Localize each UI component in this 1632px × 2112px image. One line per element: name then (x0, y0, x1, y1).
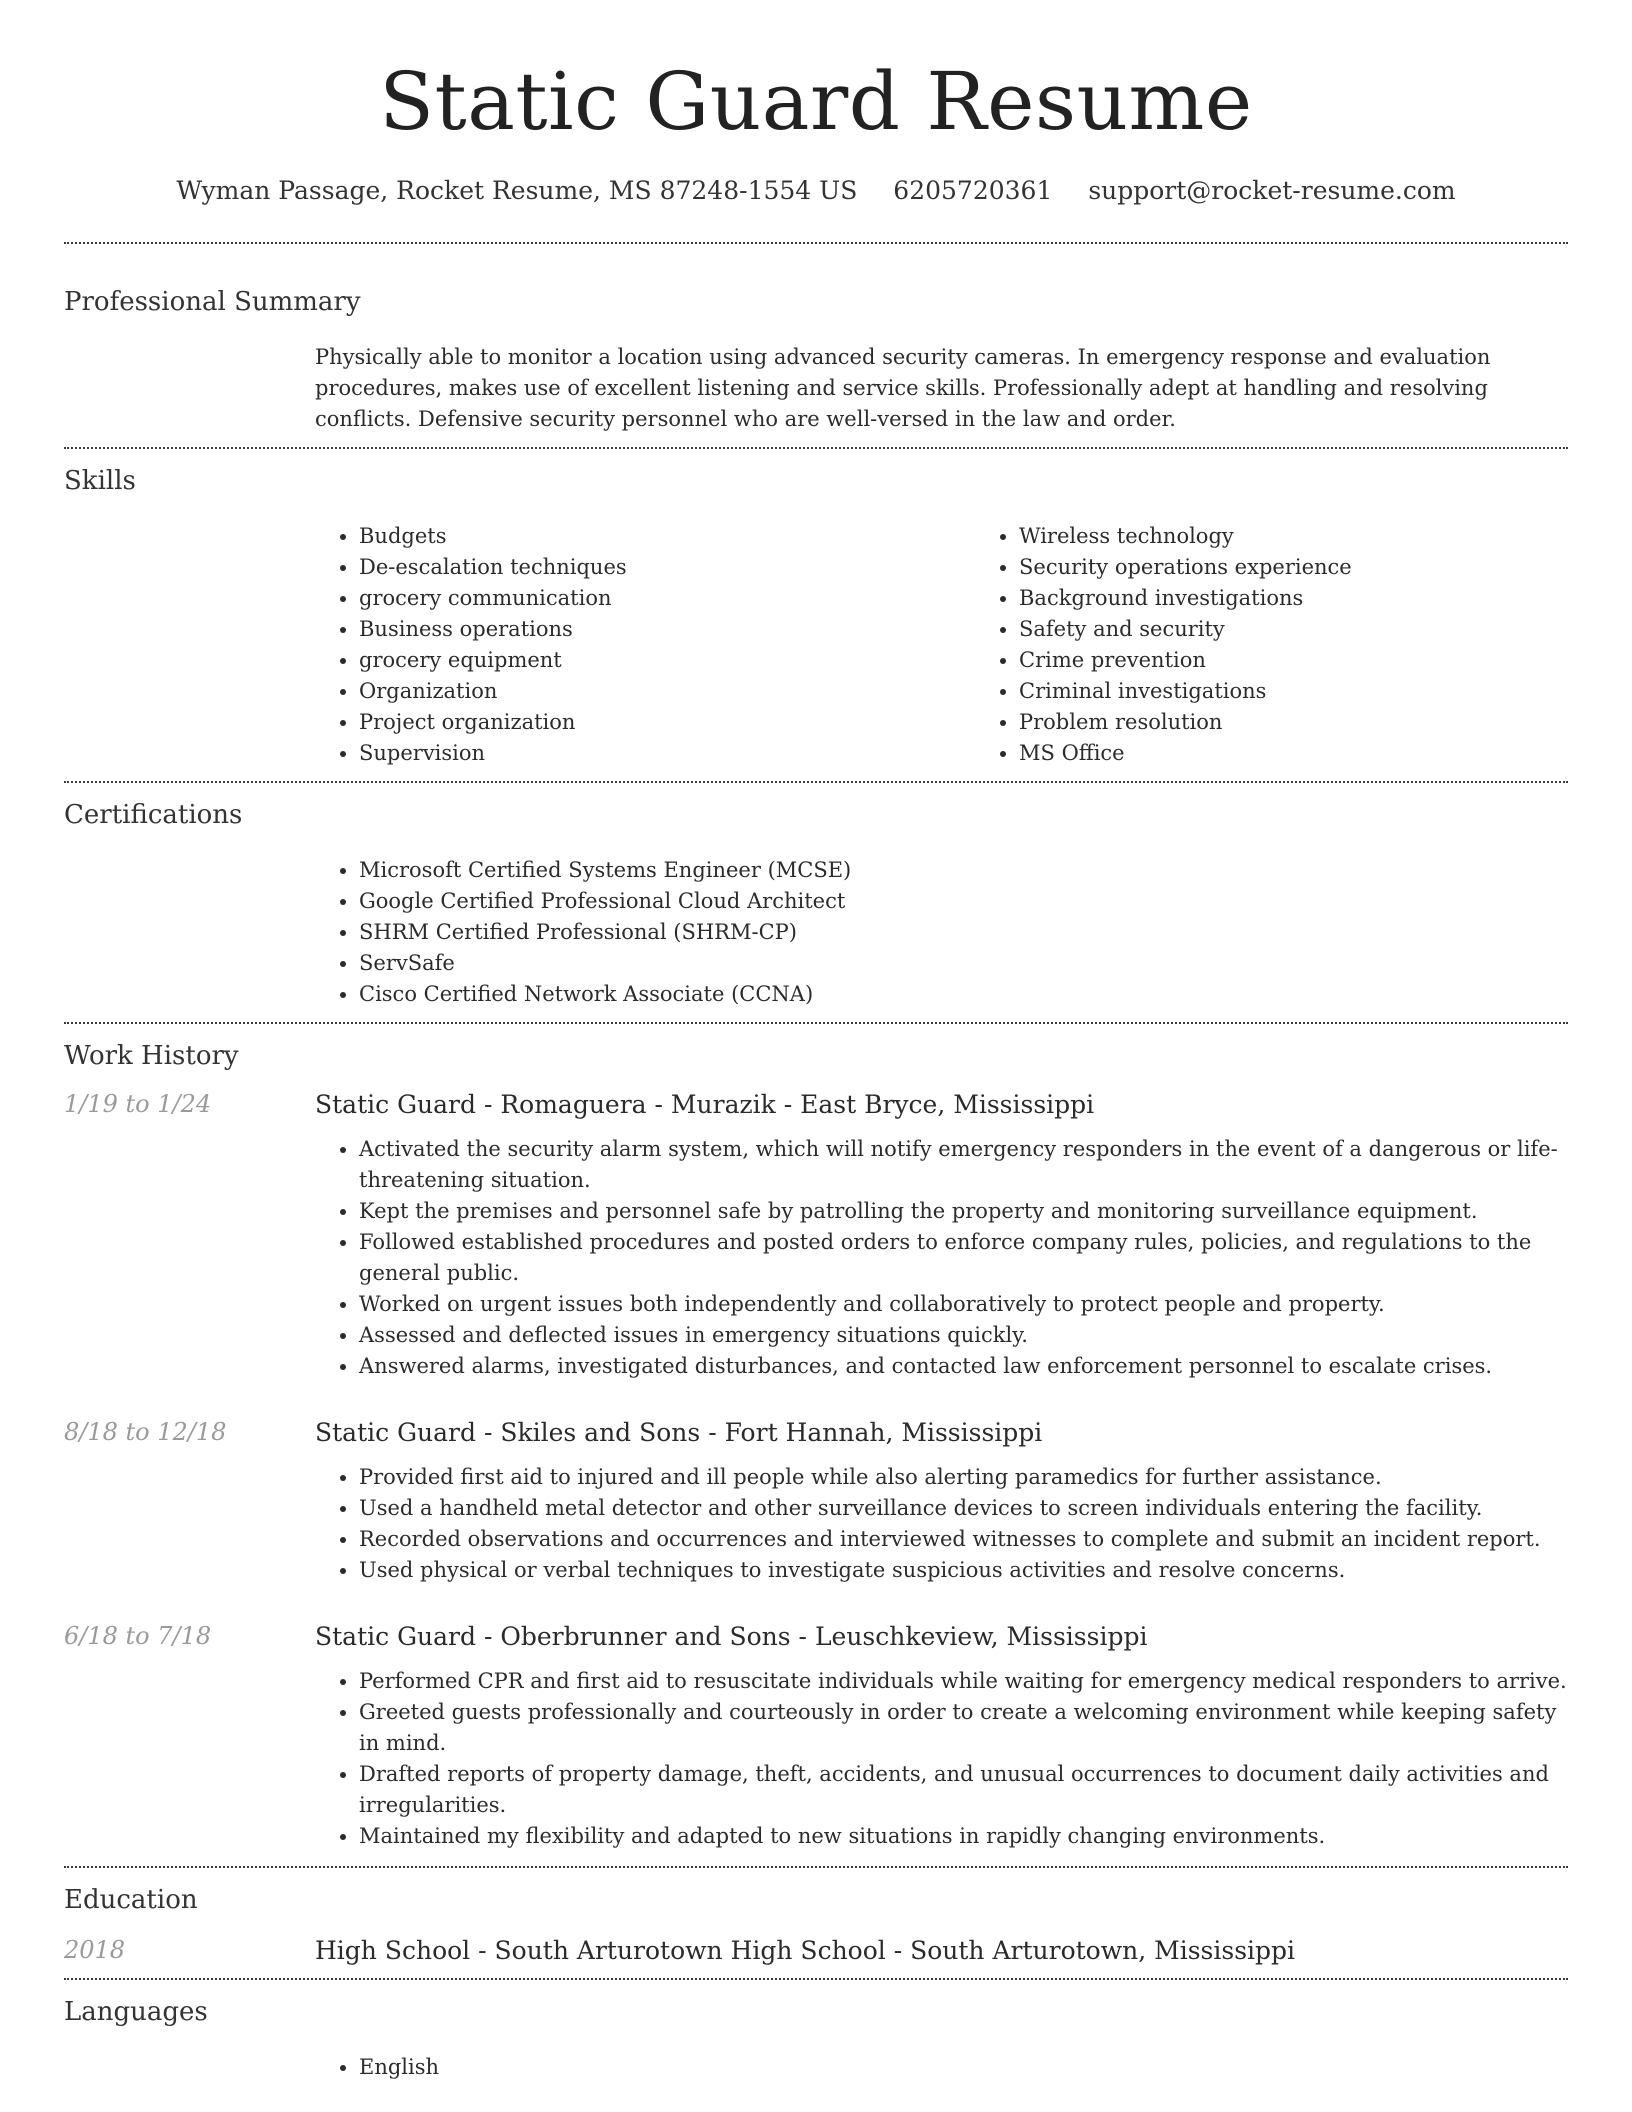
job-entry (64, 1088, 1568, 1382)
section-title-certifications: Certifications (64, 800, 243, 830)
certifications-section (64, 783, 1568, 1022)
summary-text: Physically able to monitor a location using advanced security cameras. In emergency response and evaluation procedures, makes use of excellent listening and service skills. Professionally adept at handling and resolving conflicts. Defensive security personnel who are well-versed in the law and order. (315, 345, 1491, 431)
work-history-section (64, 1024, 1568, 1852)
job-duties-list (315, 1666, 1568, 1852)
contact-address: Wyman Passage, Rocket Resume, MS 87248-1554 US (176, 176, 858, 205)
contact-line (64, 174, 1568, 208)
languages-section (64, 1980, 1568, 2095)
job-duty: • Maintained my flexibility and adapted to new situations in rapidly changing environments. (359, 1821, 1568, 1852)
education-section (64, 1868, 1568, 1968)
certification-item: • Cisco Certified Network Associate (CCNA) (359, 979, 1568, 1010)
resume-header (64, 48, 1568, 208)
job-title: Static Guard - Oberbrunner and Sons - Leuschkeview, Mississippi (315, 1622, 1148, 1651)
certification-item: • SHRM Certified Professional (SHRM-CP) (359, 917, 1568, 948)
job-entry (64, 1620, 1568, 1852)
job-duty: • Provided first aid to injured and ill people while also alerting paramedics for further assistance. (359, 1462, 1568, 1493)
job-duty: • Greeted guests professionally and courteously in order to create a welcoming environment while keeping safety in mind. (359, 1697, 1568, 1759)
job-duty: • Drafted reports of property damage, theft, accidents, and unusual occurrences to document daily activities and irregularities. (359, 1759, 1568, 1821)
job-duty: • Kept the premises and personnel safe by patrolling the property and monitoring surveillance equipment. (359, 1196, 1568, 1227)
job-title: Static Guard - Skiles and Sons - Fort Hannah, Mississippi (315, 1418, 1043, 1447)
skills-section (64, 449, 1568, 781)
section-title-skills: Skills (64, 466, 136, 496)
languages-list (315, 2052, 1568, 2083)
skill-item: • Security operations experience (1019, 552, 1632, 583)
job-duty: • Activated the security alarm system, which will notify emergency responders in the event of a dangerous or life-threatening situation. (359, 1134, 1568, 1196)
skill-item: • Budgets (359, 521, 975, 552)
section-title-summary: Professional Summary (64, 287, 361, 317)
skills-list-left (315, 521, 975, 769)
job-duty: • Worked on urgent issues both independently and collaboratively to protect people and property. (359, 1289, 1568, 1320)
job-dates: 1/19 to 1/24 (64, 1090, 212, 1118)
job-duties-list (315, 1462, 1568, 1586)
job-dates: 8/18 to 12/18 (64, 1418, 227, 1446)
job-duty: • Used physical or verbal techniques to investigate suspicious activities and resolve concerns. (359, 1555, 1568, 1586)
skill-item: • Criminal investigations (1019, 676, 1632, 707)
job-duty: • Followed established procedures and posted orders to enforce company rules, policies, and regulations to the general public. (359, 1227, 1568, 1289)
certification-item: • Google Certified Professional Cloud Architect (359, 886, 1568, 917)
skill-item: • Business operations (359, 614, 975, 645)
job-duty: • Performed CPR and first aid to resuscitate individuals while waiting for emergency medical responders to arrive. (359, 1666, 1568, 1697)
education-entry: High School - South Arturotown High School - South Arturotown, Mississippi (315, 1936, 1296, 1965)
language-item: • English (359, 2052, 1568, 2083)
skill-item: • Project organization (359, 707, 975, 738)
certification-item: • Microsoft Certified Systems Engineer (MCSE) (359, 855, 1568, 886)
job-entry (64, 1416, 1568, 1586)
job-duty: • Recorded observations and occurrences and interviewed witnesses to complete and submit an incident report. (359, 1524, 1568, 1555)
skill-item: • MS Office (1019, 738, 1632, 769)
job-duty: • Answered alarms, investigated disturbances, and contacted law enforcement personnel to escalate crises. (359, 1351, 1568, 1382)
contact-phone: 6205720361 (893, 176, 1053, 205)
resume-title: Static Guard Resume (379, 55, 1253, 148)
skill-item: • Wireless technology (1019, 521, 1632, 552)
job-duty: • Assessed and deflected issues in emergency situations quickly. (359, 1320, 1568, 1351)
skill-item: • Organization (359, 676, 975, 707)
skills-list-right (975, 521, 1632, 769)
summary-section (64, 244, 1568, 447)
education-year: 2018 (64, 1936, 126, 1964)
job-dates: 6/18 to 7/18 (64, 1622, 212, 1650)
job-duty: • Used a handheld metal detector and other surveillance devices to screen individuals entering the facility. (359, 1493, 1568, 1524)
section-title-education: Education (64, 1885, 198, 1915)
skill-item: • grocery communication (359, 583, 975, 614)
certifications-list (315, 855, 1568, 1010)
job-title: Static Guard - Romaguera - Murazik - East Bryce, Mississippi (315, 1090, 1095, 1119)
job-duties-list (315, 1134, 1568, 1382)
skill-item: • Background investigations (1019, 583, 1632, 614)
certification-item: • ServSafe (359, 948, 1568, 979)
section-title-languages: Languages (64, 1997, 208, 2027)
skill-item: • Supervision (359, 738, 975, 769)
skill-item: • De-escalation techniques (359, 552, 975, 583)
skill-item: • Problem resolution (1019, 707, 1632, 738)
contact-email: support@rocket-resume.com (1088, 176, 1456, 205)
skill-item: • Crime prevention (1019, 645, 1632, 676)
skill-item: • grocery equipment (359, 645, 975, 676)
section-title-work-history: Work History (64, 1041, 239, 1071)
skill-item: • Safety and security (1019, 614, 1632, 645)
